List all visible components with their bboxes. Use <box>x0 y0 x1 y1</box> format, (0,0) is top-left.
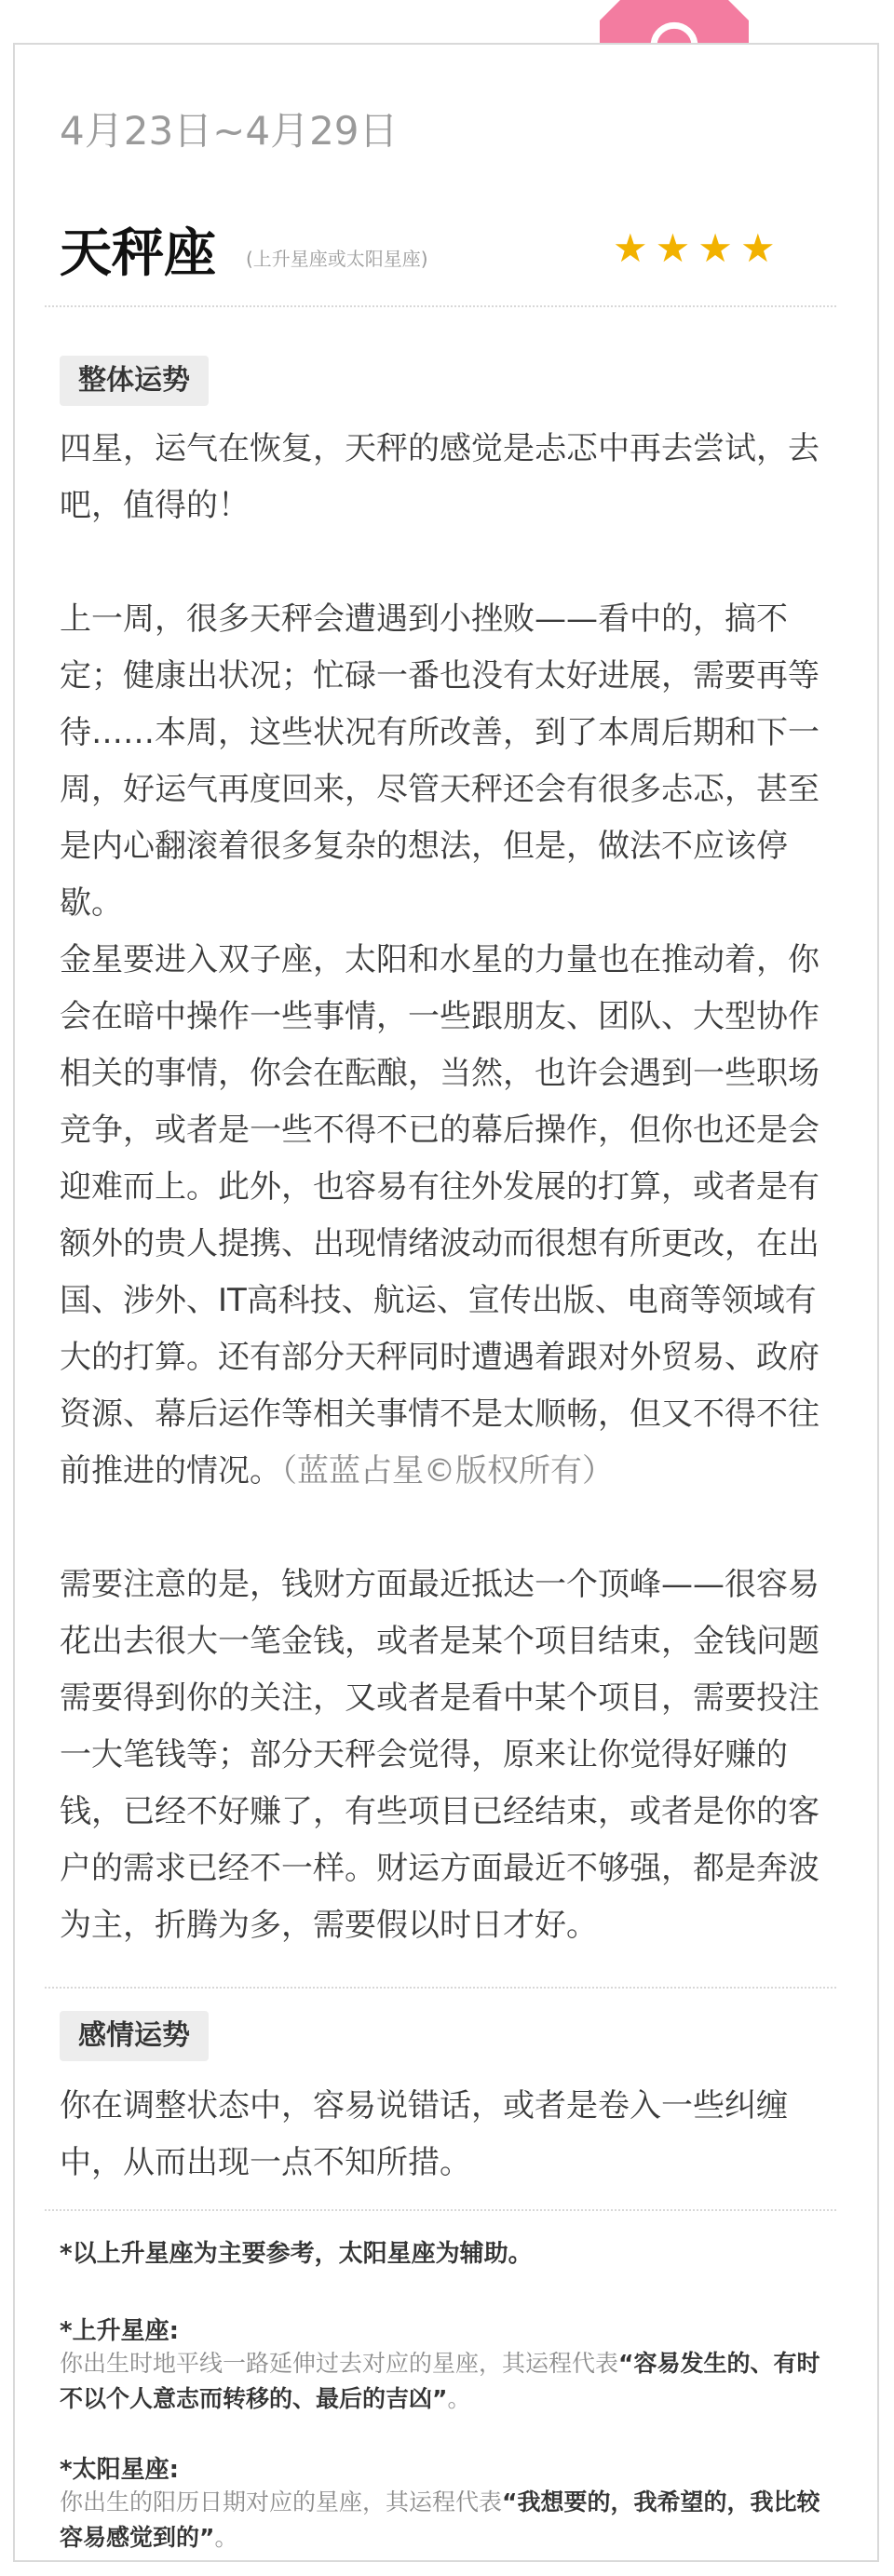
sign-name: 天秤座 <box>60 223 216 284</box>
copyright-credit: （蓝蓝占星©版权所有） <box>281 1452 614 1490</box>
divider <box>45 305 836 307</box>
note-rising-end: 。 <box>447 2385 471 2412</box>
note-main: *以上升星座为主要参考，太阳星座为辅助。 <box>60 2240 533 2268</box>
star-rating: ★★★★ <box>613 225 783 271</box>
divider <box>45 1987 836 1989</box>
overall-paragraph-3 <box>60 932 829 1500</box>
overall-paragraph-1: 四星，运气在恢复，天秤的感觉是忐忑中再去尝试，去吧，值得的！ <box>60 430 820 524</box>
footnotes <box>60 2234 829 2556</box>
note-sun-quote: “我想要的，我希望的，我比较容易感觉到的” <box>60 2488 820 2551</box>
note-sun-heading: *太阳星座: <box>60 2456 179 2484</box>
love-paragraph: 你在调整状态中，容易说错话，或者是卷入一些纠缠中，从而出现一点不知所措。 <box>60 2087 788 2181</box>
note-sun-text: 你出生的阳历日期对应的星座，其运程代表 <box>60 2488 503 2515</box>
note-sun-body <box>60 2485 829 2556</box>
love-section-tag: 感情运势 <box>60 2011 209 2061</box>
overall-paragraph-4: 需要注意的是，钱财方面最近抵达一个顶峰——很容易花出去很大一笔金钱，或者是某个项目结束，金钱问题需要得到你的关注，又或者是看中某个项目，需要投注一大笔钱等；部分天秤会觉得，原来让你觉得好赚的钱，已经不好赚了，有些项目已经结束，或者是你的客户的需求已经不一样。财运方面最近不够强，都是奔波为主，折腾为多，需要假以时日才好。 <box>60 1566 820 1944</box>
divider <box>45 2209 836 2211</box>
note-sun-end: 。 <box>214 2524 238 2551</box>
overall-paragraph-3-text: 金星要进入双子座，太阳和水星的力量也在推动着，你会在暗中操作一些事情，一些跟朋友、团队、大型协作相关的事情，你会在酝酿，当然，也许会遇到一些职场竞争，或者是一些不得不已的幕后操作，但你也还是会迎难而上。此外，也容易有往外发展的打算，或者是有额外的贵人提携、出现情绪波动而很想有所更改，在出国、涉外、IT高科技、航运、宣传出版、电商等领域有大的打算。还有部分天秤同时遭遇着跟对外贸易、政府资源、幕后运作等相关事情不是太顺畅，但又不得不往前推进的情况。 <box>60 941 820 1490</box>
overall-paragraph-2: 上一周，很多天秤会遭遇到小挫败——看中的，搞不定；健康出状况；忙碌一番也没有太好进展，需要再等待……本周，这些状况有所改善，到了本周后期和下一周，好运气再度回来，尽管天秤还会有很多忐忑，甚至是内心翻滚着很多复杂的想法，但是，做法不应该停歇。 <box>60 600 820 922</box>
overall-section-tag: 整体运势 <box>60 356 209 406</box>
note-rising-body <box>60 2346 829 2417</box>
note-rising-text: 你出生时地平线一路延伸过去对应的星座，其运程代表 <box>60 2350 619 2377</box>
note-rising-heading: *上升星座: <box>60 2317 179 2345</box>
sign-note: (上升星座或太阳星座) <box>246 248 428 270</box>
title-row <box>60 212 805 287</box>
date-range: 4月23日~4月29日 <box>60 108 399 154</box>
note-rising-quote: “容易发生的、有时不以个人意志而转移的、最后的吉凶” <box>60 2350 820 2412</box>
